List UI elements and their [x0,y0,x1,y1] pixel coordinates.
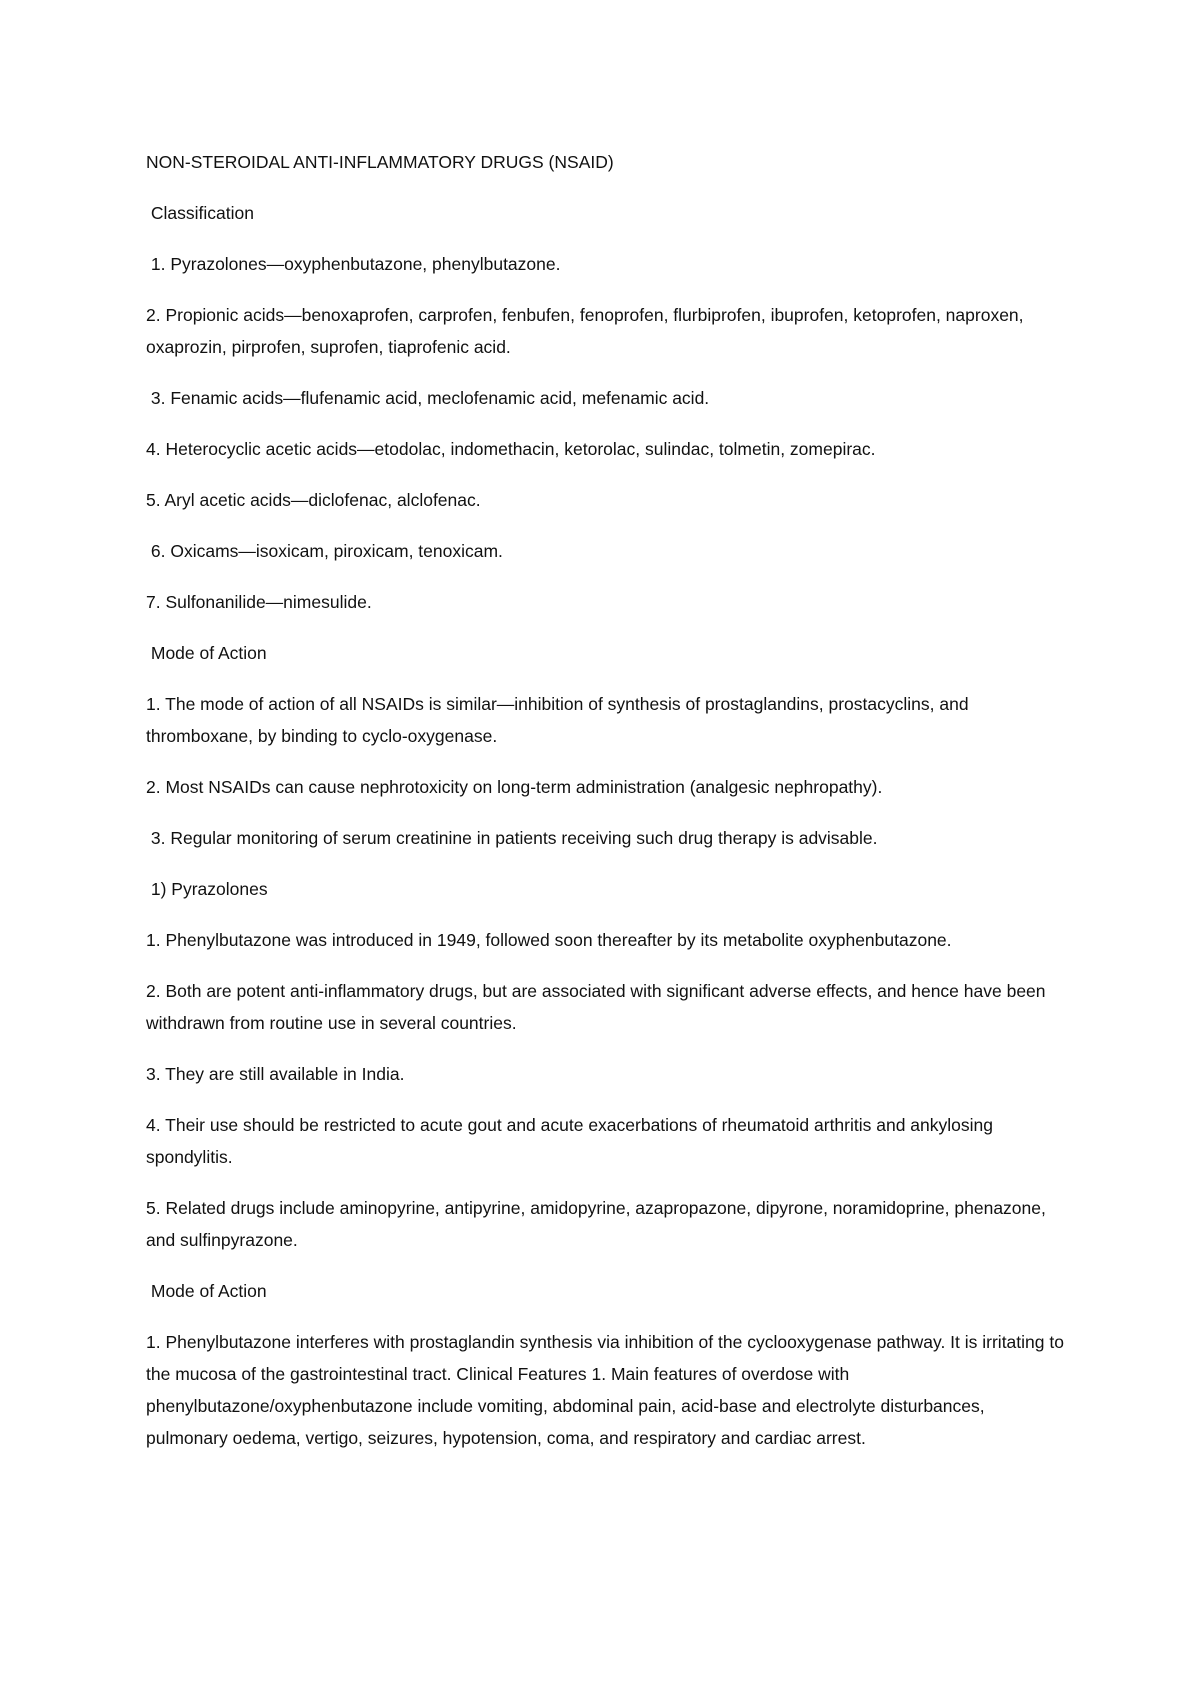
list-item: 4. Heterocyclic acetic acids—etodolac, indomethacin, ketorolac, sulindac, tolmetin, zomepirac. [146,439,876,459]
list-item: 1. The mode of action of all NSAIDs is similar—inhibition of synthesis of prostaglandins, prostacyclins, and thromboxane, by binding to cyclo-oxygenase. [146,694,969,746]
mode-of-action-heading: Mode of Action [146,1281,267,1301]
list-item: 1. Phenylbutazone interferes with prostaglandin synthesis via inhibition of the cyclooxygenase pathway. It is irritating to the mucosa of the gastrointestinal tract. Clinical Features 1. Main features of overdose with phenylbutazone/oxyphenbutazone include vomiting, abdominal pain, acid-base and electrolyte disturbances, pulmonary oedema, vertigo, seizures, hypotension, coma, and respiratory and cardiac arrest. [146,1332,1064,1448]
mode-of-action-heading: Mode of Action [146,643,267,663]
document-body [146,146,1066,1473]
list-item: 2. Both are potent anti-inflammatory drugs, but are associated with significant adverse effects, and hence have been withdrawn from routine use in several countries. [146,981,1046,1033]
list-item: 1. Phenylbutazone was introduced in 1949, followed soon thereafter by its metabolite oxyphenbutazone. [146,930,952,950]
list-item: 2. Most NSAIDs can cause nephrotoxicity on long-term administration (analgesic nephropathy). [146,777,883,797]
list-item: 3. They are still available in India. [146,1064,405,1084]
list-item: 1. Pyrazolones—oxyphenbutazone, phenylbutazone. [146,254,561,274]
list-item: 5. Aryl acetic acids—diclofenac, alclofenac. [146,490,481,510]
classification-heading: Classification [146,203,254,223]
list-item: 6. Oxicams—isoxicam, piroxicam, tenoxicam. [146,541,503,561]
list-item: 3. Fenamic acids—flufenamic acid, meclofenamic acid, mefenamic acid. [146,388,710,408]
list-item: 5. Related drugs include aminopyrine, antipyrine, amidopyrine, azapropazone, dipyrone, noramidoprine, phenazone, and sulfinpyrazone. [146,1198,1046,1250]
pyrazolones-heading: 1) Pyrazolones [146,879,268,899]
document-title: NON-STEROIDAL ANTI-INFLAMMATORY DRUGS (NSAID) [146,152,614,172]
list-item: 4. Their use should be restricted to acute gout and acute exacerbations of rheumatoid arthritis and ankylosing spondylitis. [146,1115,993,1167]
list-item: 3. Regular monitoring of serum creatinine in patients receiving such drug therapy is advisable. [146,828,878,848]
list-item: 7. Sulfonanilide—nimesulide. [146,592,372,612]
list-item: 2. Propionic acids—benoxaprofen, carprofen, fenbufen, fenoprofen, flurbiprofen, ibuprofen, ketoprofen, naproxen, oxaprozin, pirprofen, suprofen, tiaprofenic acid. [146,305,1024,357]
